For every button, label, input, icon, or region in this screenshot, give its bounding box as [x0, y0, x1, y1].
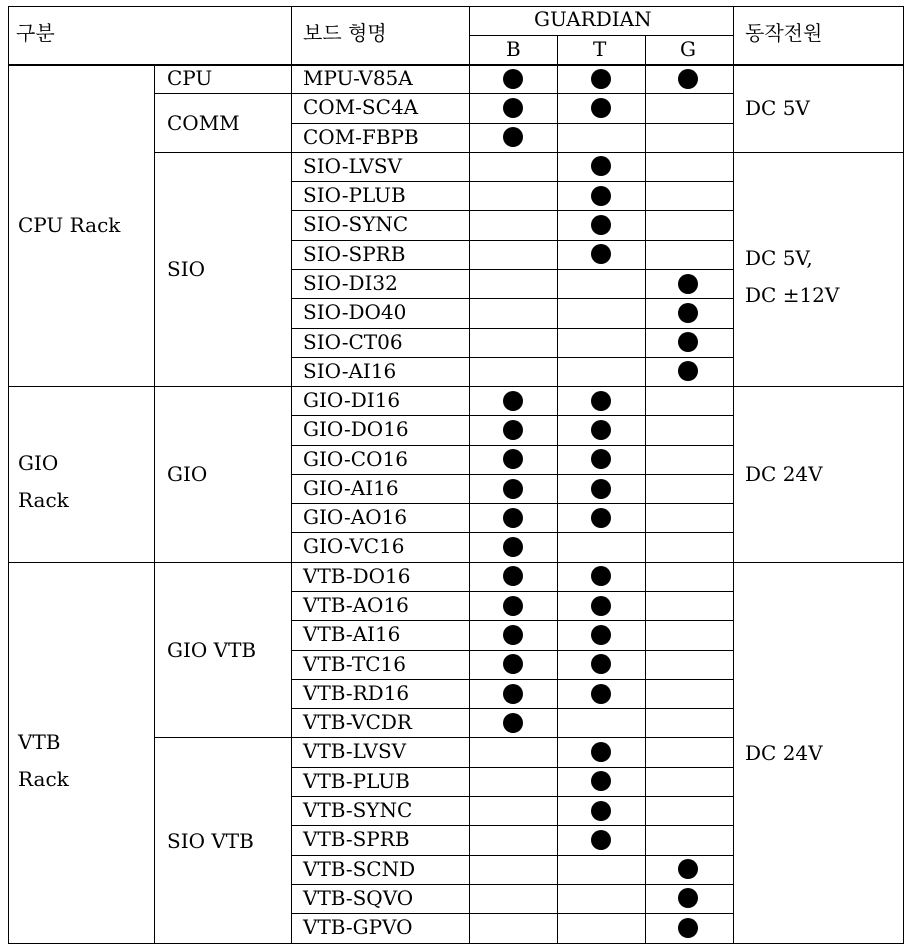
header-t: T: [593, 37, 607, 61]
support-dot-t: [591, 98, 611, 118]
support-dot-t: [591, 479, 611, 499]
support-dot-g: [678, 303, 698, 323]
support-dot-b: [503, 596, 523, 616]
grid-line: [291, 825, 734, 826]
board-model: MPU-V85A: [303, 66, 413, 90]
board-model: VTB-SPRB: [303, 827, 410, 851]
grid-line: [733, 386, 904, 387]
grid-line: [291, 679, 734, 680]
grid-line: [291, 884, 734, 885]
board-model: GIO-DO16: [303, 417, 409, 441]
board-model: GIO-AO16: [303, 505, 408, 529]
power-label: [745, 742, 823, 764]
grid-line: [291, 591, 734, 592]
power-label-line: DC 24V: [745, 462, 823, 486]
board-model: VTB-AI16: [303, 622, 401, 646]
grid-line: [291, 708, 734, 709]
board-model: GIO-AI16: [303, 476, 399, 500]
grid-line: [469, 6, 470, 944]
board-model: SIO-LVSV: [303, 154, 402, 178]
grid-line: [291, 913, 734, 914]
header-b: B: [506, 37, 521, 61]
grid-line: [291, 532, 734, 533]
support-dot-b: [503, 391, 523, 411]
support-dot-t: [591, 801, 611, 821]
board-model: VTB-RD16: [303, 681, 410, 705]
support-dot-t: [591, 186, 611, 206]
board-model: SIO-SYNC: [303, 212, 409, 236]
grid-line: [154, 737, 734, 738]
support-dot-b: [503, 537, 523, 557]
support-dot-t: [591, 742, 611, 762]
support-dot-b: [503, 479, 523, 499]
grid-line: [291, 357, 734, 358]
grid-line: [291, 269, 734, 270]
support-dot-g: [678, 888, 698, 908]
board-model: SIO-SPRB: [303, 242, 406, 266]
grid-line: [733, 6, 734, 944]
grid-line: [8, 386, 734, 387]
grid-line: [291, 415, 734, 416]
grid-line: [8, 6, 9, 944]
support-dot-t: [591, 391, 611, 411]
support-dot-b: [503, 449, 523, 469]
power-label-line: DC ±12V: [745, 283, 840, 307]
support-dot-t: [591, 684, 611, 704]
grid-line: [733, 562, 904, 563]
board-model: GIO-CO16: [303, 447, 408, 471]
grid-line: [154, 93, 734, 94]
support-dot-b: [503, 566, 523, 586]
board-model: VTB-DO16: [303, 564, 411, 588]
grid-line: [8, 64, 904, 66]
grid-line: [291, 328, 734, 329]
board-model: VTB-PLUB: [303, 769, 410, 793]
board-model: SIO-CT06: [303, 330, 403, 354]
group-label: COMM: [167, 111, 240, 135]
rack-label: [18, 214, 120, 236]
support-dot-g: [678, 274, 698, 294]
group-label: CPU: [167, 66, 213, 90]
grid-line: [733, 152, 904, 153]
board-model: VTB-TC16: [303, 652, 406, 676]
grid-line: [291, 767, 734, 768]
support-dot-t: [591, 830, 611, 850]
support-dot-g: [678, 859, 698, 879]
grid-line: [291, 6, 292, 944]
grid-line: [903, 6, 904, 944]
power-label-line: DC 5V,: [745, 246, 813, 270]
grid-line: [291, 620, 734, 621]
grid-line: [8, 562, 734, 563]
support-dot-t: [591, 244, 611, 264]
grid-line: [291, 650, 734, 651]
support-dot-t: [591, 771, 611, 791]
board-model: VTB-VCDR: [303, 710, 412, 734]
power-label: [745, 97, 810, 119]
group-label: SIO VTB: [167, 829, 254, 853]
rack-label: [18, 724, 69, 798]
support-dot-b: [503, 684, 523, 704]
support-dot-b: [503, 420, 523, 440]
support-dot-b: [503, 69, 523, 89]
support-dot-b: [503, 98, 523, 118]
group-label: GIO: [167, 462, 208, 486]
header-guardian: GUARDIAN: [534, 7, 652, 31]
grid-line: [291, 123, 734, 124]
power-label: [745, 463, 823, 485]
group-label: SIO: [167, 257, 205, 281]
rack-label-line: Rack: [18, 767, 69, 791]
support-dot-t: [591, 156, 611, 176]
support-dot-t: [591, 449, 611, 469]
support-dot-g: [678, 69, 698, 89]
grid-line: [291, 240, 734, 241]
board-model: VTB-SCND: [303, 857, 416, 881]
rack-label: [18, 445, 69, 519]
support-dot-b: [503, 713, 523, 733]
support-dot-g: [678, 332, 698, 352]
grid-line: [291, 210, 734, 211]
support-dot-t: [591, 596, 611, 616]
board-model: VTB-AO16: [303, 593, 409, 617]
group-label: GIO VTB: [167, 638, 257, 662]
support-dot-t: [591, 69, 611, 89]
grid-line: [291, 503, 734, 504]
power-label-line: DC 5V: [745, 96, 810, 120]
board-model: COM-FBPB: [303, 125, 419, 149]
grid-line: [8, 6, 904, 7]
board-model: VTB-SQVO: [303, 886, 414, 910]
support-dot-b: [503, 508, 523, 528]
board-model: VTB-GPVO: [303, 915, 413, 939]
header-category: 구분: [16, 21, 55, 45]
support-dot-b: [503, 654, 523, 674]
board-model: SIO-DI32: [303, 271, 398, 295]
board-model: VTB-SYNC: [303, 798, 413, 822]
power-label-line: DC 24V: [745, 741, 823, 765]
support-dot-g: [678, 361, 698, 381]
rack-label-line: GIO: [18, 451, 59, 475]
board-model: COM-SC4A: [303, 95, 419, 119]
header-power: 동작전원: [745, 21, 823, 45]
rack-label-line: VTB: [18, 730, 61, 754]
support-dot-t: [591, 508, 611, 528]
grid-line: [291, 298, 734, 299]
board-model: SIO-AI16: [303, 359, 397, 383]
support-dot-t: [591, 625, 611, 645]
board-model: GIO-VC16: [303, 534, 405, 558]
power-label: [745, 240, 839, 314]
support-dot-g: [678, 918, 698, 938]
support-dot-b: [503, 127, 523, 147]
grid-line: [291, 796, 734, 797]
grid-line: [469, 35, 734, 36]
support-dot-t: [591, 654, 611, 674]
board-model: SIO-PLUB: [303, 183, 406, 207]
grid-line: [8, 943, 904, 944]
grid-line: [291, 855, 734, 856]
header-g: G: [680, 37, 696, 61]
support-dot-t: [591, 420, 611, 440]
support-dot-b: [503, 625, 523, 645]
grid-line: [154, 152, 734, 153]
grid-line: [154, 64, 155, 944]
grid-line: [291, 474, 734, 475]
grid-line: [291, 445, 734, 446]
rack-label-line: Rack: [18, 488, 69, 512]
rack-label-line: CPU Rack: [18, 213, 121, 237]
board-model: VTB-LVSV: [303, 739, 407, 763]
support-dot-t: [591, 215, 611, 235]
grid-line: [291, 181, 734, 182]
grid-line: [557, 35, 558, 944]
grid-line: [645, 35, 646, 944]
header-board-model: 보드 형명: [303, 21, 387, 45]
board-model: SIO-DO40: [303, 300, 407, 324]
support-dot-t: [591, 566, 611, 586]
board-model: GIO-DI16: [303, 388, 401, 412]
